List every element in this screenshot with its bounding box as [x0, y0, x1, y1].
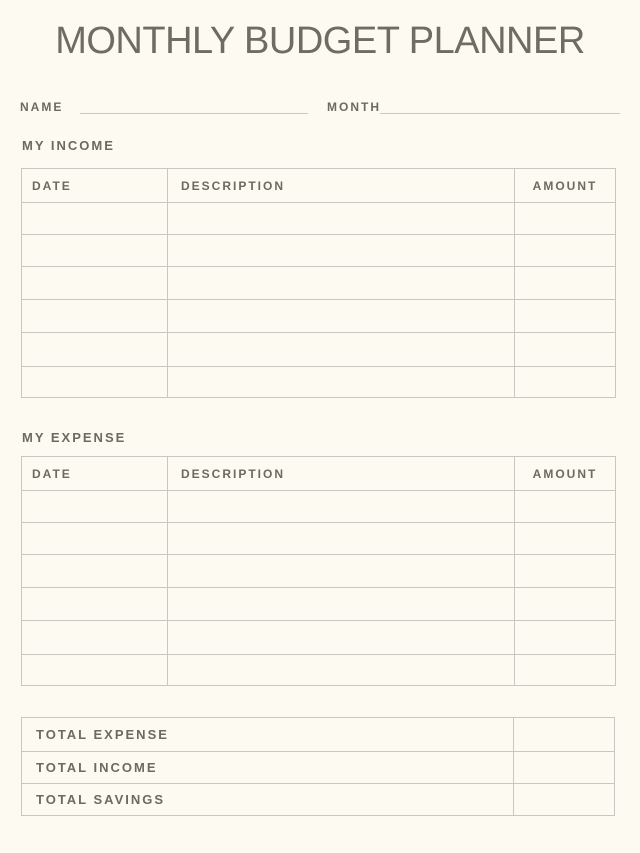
expense-header-row — [22, 457, 616, 491]
table-row — [22, 655, 616, 686]
income-date-cell[interactable] — [22, 367, 168, 398]
income-date-cell[interactable] — [22, 333, 168, 367]
income-col-date: DATE — [22, 169, 168, 203]
name-label: NAME — [20, 100, 64, 114]
expense-amount-cell[interactable] — [515, 655, 616, 686]
table-row — [22, 621, 616, 655]
expense-description-cell[interactable] — [168, 491, 515, 523]
income-amount-cell[interactable] — [515, 203, 616, 235]
table-row — [22, 333, 616, 367]
income-amount-cell[interactable] — [515, 267, 616, 300]
income-table — [21, 168, 616, 398]
table-row — [22, 367, 616, 398]
income-description-cell[interactable] — [168, 300, 515, 333]
income-header-row — [22, 169, 616, 203]
income-description-cell[interactable] — [168, 367, 515, 398]
expense-description-cell[interactable] — [168, 655, 515, 686]
income-date-cell[interactable] — [22, 203, 168, 235]
table-row — [22, 300, 616, 333]
table-row — [22, 203, 616, 235]
expense-description-cell[interactable] — [168, 588, 515, 621]
table-row — [22, 555, 616, 588]
income-amount-cell[interactable] — [515, 235, 616, 267]
income-description-cell[interactable] — [168, 267, 515, 300]
totals-table — [21, 717, 615, 816]
income-date-cell[interactable] — [22, 300, 168, 333]
total-savings-label: TOTAL SAVINGS — [22, 784, 514, 816]
expense-date-cell[interactable] — [22, 555, 168, 588]
total-savings-value[interactable] — [514, 784, 615, 816]
total-income-value[interactable] — [514, 752, 615, 784]
total-income-row — [22, 752, 615, 784]
expense-amount-cell[interactable] — [515, 523, 616, 555]
total-expense-value[interactable] — [514, 718, 615, 752]
table-row — [22, 267, 616, 300]
total-income-label: TOTAL INCOME — [22, 752, 514, 784]
name-field[interactable] — [80, 113, 308, 114]
expense-amount-cell[interactable] — [515, 491, 616, 523]
month-field[interactable] — [380, 113, 620, 114]
expense-date-cell[interactable] — [22, 588, 168, 621]
expense-col-amount: AMOUNT — [515, 457, 616, 491]
expense-amount-cell[interactable] — [515, 621, 616, 655]
table-row — [22, 235, 616, 267]
table-row — [22, 588, 616, 621]
income-col-description: DESCRIPTION — [168, 169, 515, 203]
total-savings-row — [22, 784, 615, 816]
income-amount-cell[interactable] — [515, 367, 616, 398]
month-label: MONTH — [327, 100, 381, 114]
total-expense-label: TOTAL EXPENSE — [22, 718, 514, 752]
expense-col-date: DATE — [22, 457, 168, 491]
page-title: MONTHLY BUDGET PLANNER — [55, 20, 585, 62]
expense-section-label: MY EXPENSE — [22, 430, 127, 445]
income-description-cell[interactable] — [168, 333, 515, 367]
expense-date-cell[interactable] — [22, 491, 168, 523]
income-date-cell[interactable] — [22, 267, 168, 300]
income-date-cell[interactable] — [22, 235, 168, 267]
expense-date-cell[interactable] — [22, 621, 168, 655]
table-row — [22, 523, 616, 555]
expense-date-cell[interactable] — [22, 655, 168, 686]
expense-amount-cell[interactable] — [515, 555, 616, 588]
expense-date-cell[interactable] — [22, 523, 168, 555]
income-description-cell[interactable] — [168, 235, 515, 267]
expense-description-cell[interactable] — [168, 555, 515, 588]
income-amount-cell[interactable] — [515, 333, 616, 367]
expense-description-cell[interactable] — [168, 523, 515, 555]
income-description-cell[interactable] — [168, 203, 515, 235]
expense-amount-cell[interactable] — [515, 588, 616, 621]
income-col-amount: AMOUNT — [515, 169, 616, 203]
expense-col-description: DESCRIPTION — [168, 457, 515, 491]
expense-description-cell[interactable] — [168, 621, 515, 655]
income-amount-cell[interactable] — [515, 300, 616, 333]
table-row — [22, 491, 616, 523]
total-expense-row — [22, 718, 615, 752]
expense-table — [21, 456, 616, 686]
income-section-label: MY INCOME — [22, 138, 115, 153]
